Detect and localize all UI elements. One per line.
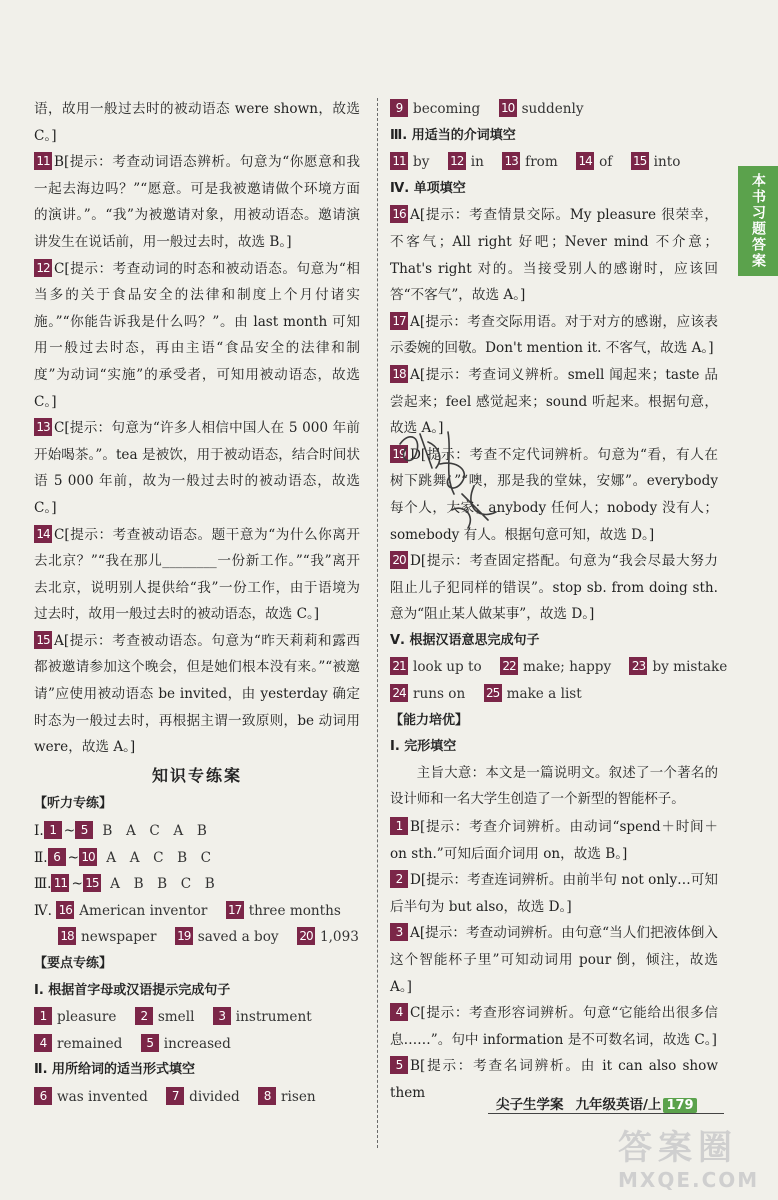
answer-row [390, 149, 718, 176]
question-number: 15 [34, 631, 52, 649]
exercise-heading: Ⅱ. 用所给词的适当形式填空 [34, 1062, 196, 1078]
answer-value: instrument [235, 1009, 312, 1026]
question-number: 3 [213, 1007, 231, 1025]
question-number: 5 [390, 1056, 408, 1074]
roman-numeral: Ⅳ. [34, 902, 52, 919]
answer-text: C[提示：句意为“许多人相信中国人在 5 000 年前开始喝茶。”。tea 是被饮，用于被动语态，结合时间状语 5 000 年前，故为一般过去时的被动语态，故选 C。] [34, 420, 360, 516]
answer-value: make; happy [523, 659, 612, 676]
answer-value: suddenly [521, 101, 584, 117]
answer-text: A[提示：考查交际用语。对于对方的感谢，应该表示委婉的回敬。Don't mention it. 不客气，故选 A。] [390, 313, 718, 357]
answer-value: from [525, 154, 558, 171]
passage-summary: 主旨大意：本文是一篇说明文。叙述了一个著名的设计师和一名大学生创造了一个新型的智能杯子。 [390, 765, 718, 808]
answer-item [390, 867, 718, 920]
key-points-heading: 【要点专练】 [34, 956, 113, 971]
question-number: 9 [390, 99, 408, 117]
question-number: 10 [499, 99, 517, 117]
answer-item [390, 309, 718, 362]
footer-rule [488, 1113, 724, 1114]
question-number: 16 [390, 205, 408, 223]
question-number: 10 [79, 848, 97, 866]
answer-value: of [599, 154, 613, 171]
answer-value: in [470, 154, 484, 171]
question-number: 13 [502, 152, 520, 170]
answer-value: runs on [413, 686, 466, 703]
section-title: 知识专练案 [151, 765, 242, 785]
answer-text: D[提示：考查不定代词辨析。句意为“看，有人在树下跳舞。”“噢，那是我的堂妹，安娜”。everybody 每个人，大家；anybody 任何人；nobody 没有人；somebody 有人。根据句意可知，故选 D。] [390, 446, 718, 543]
question-number: 1 [390, 817, 408, 835]
exercise-heading: Ⅲ. 用适当的介词填空 [390, 127, 516, 143]
answer-text: B[提示：考查名词辨析。由 it can also show them [390, 1058, 718, 1101]
left-column [34, 96, 360, 1111]
question-number: 18 [58, 927, 76, 945]
question-number: 7 [166, 1087, 184, 1105]
question-number: 8 [258, 1087, 276, 1105]
answer-value: newspaper [81, 929, 157, 946]
exercise-heading: Ⅳ. 单项填空 [390, 180, 466, 196]
answer-value: pleasure [57, 1009, 117, 1026]
answer-text: C[提示：考查动词的时态和被动语态。句意为“相当多的关于食品安全的法律和制度上个月付诸实施。”“你能告诉我是什么吗？”。由 last month 可知用一般过去时态，再由主语“食品安全的法律和制度”为动词“实施”的承受者，可知用被动语态，故选 C。] [34, 260, 360, 410]
answer-value: into [653, 154, 681, 171]
answer-value: 1,093 [319, 929, 359, 946]
answer-item [390, 548, 718, 628]
question-number: 17 [390, 312, 408, 330]
exercise-heading: Ⅴ. 根据汉语意思完成句子 [390, 632, 540, 648]
question-number: 23 [629, 657, 647, 675]
question-number: 24 [390, 684, 408, 702]
page-footer [496, 1093, 697, 1113]
book-title: 尖子生学案 [496, 1097, 564, 1113]
answer-value: A A C B C [106, 849, 212, 866]
question-number: 13 [34, 418, 52, 436]
question-number: 4 [34, 1034, 52, 1052]
answer-value: increased [163, 1035, 231, 1052]
answer-text: B[提示：考查动词语态辨析。句意为“你愿意和我一起去海边吗？”“愿意。可是我被邀请做个环境方面的演讲。”。“我”为被邀请对象，用被动语态。邀请演讲发生在说话前，用一般过去时，故选 B。] [34, 154, 360, 250]
answer-text: A[提示：考查被动语态。句意为“昨天莉莉和露西都被邀请参加这个晚会，但是她们根本没有来。”“被邀请”应使用被动语态 be invited，由 yesterday 确定时态为一般过去时，再根据主谓一致原则，be 动词用 were，故选 A。] [34, 632, 360, 756]
site-watermark [618, 1128, 774, 1198]
question-number: 11 [51, 874, 69, 892]
answer-item [34, 415, 360, 521]
question-number: 14 [576, 152, 594, 170]
question-number: 15 [83, 874, 101, 892]
answer-item [34, 628, 360, 761]
question-number: 1 [44, 821, 62, 839]
question-number: 14 [34, 525, 52, 543]
answer-text: C[提示：考查形容词辨析。句意“它能给出很多信息……”。句中 information 是不可数名词，故选 C。] [390, 1005, 718, 1048]
listening-row: Ⅲ. 11 ~ 15 A B B C B [34, 876, 215, 893]
answer-text: D[提示：考查连词辨析。由前半句 not only…可知后半句为 but also，故选 D。] [390, 872, 718, 915]
listening-row: Ⅰ. 1 ~ 5 B A C A B [34, 823, 207, 840]
question-number: 11 [390, 152, 408, 170]
answer-value: divided [189, 1088, 240, 1105]
column-divider [377, 98, 378, 1148]
answer-item [34, 96, 360, 149]
listening-heading: 【听力专练】 [34, 796, 113, 812]
answer-value: remained [57, 1035, 123, 1052]
exercise-heading: Ⅰ. 根据首字母或汉语提示完成句子 [34, 982, 231, 998]
answer-value: look up to [413, 659, 482, 676]
question-number: 12 [34, 259, 52, 277]
question-number: 2 [390, 870, 408, 888]
question-number: 6 [34, 1087, 52, 1105]
answer-text: C[提示：考查被动语态。题干意为“为什么你离开去北京？”“我在那儿________一份新工作。”“我”离开去北京，说明别人提供给“我”一份工作，由于语境为过去时，故用一般过去时的被动语态，故选 C。] [34, 526, 360, 623]
answer-value: saved a boy [197, 929, 279, 946]
chapter-side-tab[interactable]: 本书习题答案 [738, 166, 778, 276]
listening-row [34, 924, 360, 951]
answer-text: D[提示：考查固定搭配。句意为“我会尽最大努力阻止儿子犯同样的错误”。stop sb. from doing sth. 意为“阻止某人做某事”，故选 D。] [390, 553, 718, 623]
answer-item [34, 522, 360, 628]
answer-text: A[提示：考查词义辨析。smell 闻起来；taste 品尝起来；feel 感觉起来；sound 听起来。根据句意，故选 A。] [390, 366, 718, 437]
answer-value: American inventor [79, 902, 208, 919]
answer-item [390, 920, 718, 1000]
question-number: 5 [75, 821, 93, 839]
exercise-heading: Ⅰ. 完形填空 [390, 739, 457, 755]
answer-item [390, 202, 718, 308]
question-number: 19 [390, 445, 408, 463]
roman-numeral: Ⅱ. [34, 849, 48, 866]
question-number: 5 [141, 1034, 159, 1052]
watermark-title: 答案圈 [618, 1128, 738, 1168]
answer-value: make a list [506, 686, 582, 703]
answer-text: 语，故用一般过去时的被动语态 were shown，故选 C。] [34, 101, 360, 144]
question-number: 21 [390, 657, 408, 675]
answer-row [390, 654, 728, 681]
question-number: 17 [226, 901, 244, 919]
answer-value: by [413, 154, 430, 171]
question-number: 15 [631, 152, 649, 170]
answer-item [390, 814, 718, 867]
page-number: 179 [663, 1098, 696, 1113]
answer-value: three months [248, 902, 341, 919]
question-number: 25 [484, 684, 502, 702]
answer-value: becoming [413, 101, 481, 117]
ability-heading: 【能力培优】 [390, 712, 469, 728]
answer-row [34, 1084, 360, 1111]
answer-value: by mistake [652, 659, 728, 676]
question-number: 22 [500, 657, 518, 675]
question-number: 2 [135, 1007, 153, 1025]
listening-row [34, 898, 360, 925]
roman-numeral: Ⅲ. [34, 876, 52, 893]
watermark-url: MXQE.COM [618, 1168, 760, 1192]
answer-item [34, 256, 360, 416]
grade-subject: 九年级英语/上 [575, 1097, 662, 1113]
question-number: 6 [48, 848, 66, 866]
answer-row [34, 1031, 360, 1058]
answer-value: B A C A B [102, 823, 207, 840]
question-number: 4 [390, 1003, 408, 1021]
answer-item [34, 149, 360, 255]
answer-text: A[提示：考查动词辨析。由句意“当人们把液体倒入这个智能杯子里”可知动词用 pour 倒，倾注，故选 A。] [390, 925, 718, 995]
question-number: 12 [448, 152, 466, 170]
question-number: 20 [390, 551, 408, 569]
answer-row [34, 1004, 360, 1031]
question-number: 1 [34, 1007, 52, 1025]
answer-item [390, 1000, 718, 1053]
question-number: 11 [34, 152, 52, 170]
question-number: 3 [390, 923, 408, 941]
listening-row: Ⅱ. 6 ~ 10 A A C B C [34, 849, 212, 866]
answer-text: A[提示：考查情景交际。My pleasure 很荣幸，不客气；All right 好吧；Never mind 不介意；That's right 对的。当接受别人的感谢时，应该回答“不客气”，故选 A。] [390, 207, 718, 304]
answer-row [390, 96, 718, 123]
question-number: 20 [297, 927, 315, 945]
answer-value: was invented [57, 1088, 148, 1105]
right-column [390, 96, 728, 1107]
roman-numeral: Ⅰ. [34, 823, 44, 840]
question-number: 18 [390, 365, 408, 383]
answer-text: B[提示：考查介词辨析。由动词“spend＋时间＋on sth.”可知后面介词用 on，故选 B。] [390, 819, 718, 862]
question-number: 16 [56, 901, 74, 919]
answer-value: smell [157, 1009, 195, 1026]
answer-value: risen [281, 1088, 316, 1105]
answer-row [390, 681, 718, 708]
question-number: 19 [175, 927, 193, 945]
pencil-scribble-icon [392, 424, 512, 540]
answer-value: A B B C B [110, 876, 215, 893]
